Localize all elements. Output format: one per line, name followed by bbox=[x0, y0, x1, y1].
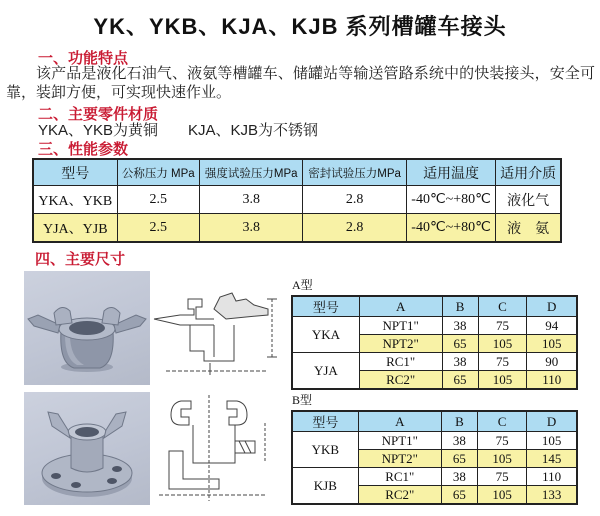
table-cell: 38 bbox=[441, 432, 477, 450]
table-cell: 145 bbox=[527, 450, 577, 468]
table-cell: 65 bbox=[442, 335, 478, 353]
table-cell: 105 bbox=[478, 335, 527, 353]
table-cell: 105 bbox=[478, 486, 527, 505]
column-header: 适用温度 bbox=[406, 159, 496, 186]
table-cell: RC1" bbox=[358, 468, 441, 486]
flanged-coupling-illustration bbox=[24, 392, 150, 505]
table-cell: 3.8 bbox=[199, 214, 302, 243]
winged-coupling-illustration bbox=[24, 271, 150, 385]
column-header: C bbox=[478, 411, 527, 432]
column-header: 公称压力 MPa bbox=[117, 159, 199, 186]
table-cell: -40℃~+80℃ bbox=[406, 214, 496, 243]
feature-paragraph: 该产品是液化石油气、液氨等槽罐车、储罐站等输送管路系统中的快装接头，安全可靠，装卸方便，可实现快速作业。 bbox=[6, 65, 595, 101]
table-label-b: B型 bbox=[292, 393, 313, 407]
table-cell: 2.5 bbox=[117, 214, 199, 243]
table-cell: 105 bbox=[527, 432, 577, 450]
table-cell: 液 氨 bbox=[496, 214, 561, 243]
table-cell: 65 bbox=[441, 486, 477, 505]
table-cell: NPT2" bbox=[358, 450, 441, 468]
table-cell: 105 bbox=[478, 371, 527, 390]
model-cell: YKA bbox=[292, 317, 359, 353]
table-cell: -40℃~+80℃ bbox=[406, 186, 496, 214]
column-header: B bbox=[441, 411, 477, 432]
dimension-drawing-b bbox=[153, 393, 281, 505]
section-heading-dimensions: 四、主要尺寸 bbox=[35, 251, 126, 268]
page-title: YK、YKB、KJA、KJB 系列槽罐车接头 bbox=[93, 14, 507, 39]
section-heading-performance: 三、性能参数 bbox=[38, 141, 129, 158]
column-header: A bbox=[359, 296, 442, 317]
table-cell: 2.5 bbox=[117, 186, 199, 214]
table-cell: 94 bbox=[527, 317, 577, 335]
model-cell: KJB bbox=[292, 468, 358, 505]
table-cell: 105 bbox=[527, 335, 577, 353]
product-photo-winged-coupling bbox=[24, 271, 150, 385]
table-cell: 液化气 bbox=[496, 186, 561, 214]
table-cell: RC2" bbox=[359, 371, 442, 390]
table-cell: 2.8 bbox=[303, 186, 406, 214]
dimension-drawing-a bbox=[150, 285, 284, 377]
section-heading-materials: 二、主要零件材质 bbox=[38, 106, 159, 123]
table-cell: NPT2" bbox=[359, 335, 442, 353]
table-cell: 38 bbox=[442, 353, 478, 371]
table-cell: 75 bbox=[478, 432, 527, 450]
table-cell: 65 bbox=[442, 371, 478, 390]
product-photo-flanged-coupling bbox=[24, 392, 150, 505]
column-header: C bbox=[478, 296, 527, 317]
column-header: 型号 bbox=[292, 411, 358, 432]
drawing-a-sketch bbox=[150, 285, 284, 377]
dimension-table-b bbox=[291, 410, 578, 505]
table-cell: 90 bbox=[527, 353, 577, 371]
dim-block-b bbox=[291, 391, 578, 505]
column-header: 型号 bbox=[292, 296, 359, 317]
table-cell: RC1" bbox=[359, 353, 442, 371]
table-cell: 75 bbox=[478, 468, 527, 486]
table-cell: 3.8 bbox=[199, 186, 302, 214]
drawing-b-sketch bbox=[153, 393, 281, 505]
table-cell: 133 bbox=[527, 486, 577, 505]
column-header: B bbox=[442, 296, 478, 317]
model-cell: YJA bbox=[292, 353, 359, 390]
table-cell: 75 bbox=[478, 317, 527, 335]
table-cell: NPT1" bbox=[359, 317, 442, 335]
table-cell: 65 bbox=[441, 450, 477, 468]
column-header: 强度试验压力MPa bbox=[199, 159, 302, 186]
materials-line: YKA、YKB为黄铜 KJA、KJB为不锈钢 bbox=[38, 122, 319, 139]
table-cell: 110 bbox=[527, 371, 577, 390]
table-cell: 110 bbox=[527, 468, 577, 486]
table-cell: 38 bbox=[441, 468, 477, 486]
performance-table bbox=[32, 158, 562, 243]
column-header: D bbox=[527, 296, 577, 317]
table-cell: YJA、YJB bbox=[33, 214, 117, 243]
column-header: D bbox=[527, 411, 577, 432]
table-cell: 38 bbox=[442, 317, 478, 335]
section-heading-features: 一、功能特点 bbox=[38, 50, 129, 67]
column-header: 型号 bbox=[33, 159, 117, 186]
column-header: 密封试验压力MPa bbox=[303, 159, 406, 186]
table-cell: YKA、YKB bbox=[33, 186, 117, 214]
table-cell: 105 bbox=[478, 450, 527, 468]
column-header: 适用介质 bbox=[496, 159, 561, 186]
table-cell: RC2" bbox=[358, 486, 441, 505]
model-cell: YKB bbox=[292, 432, 358, 468]
dimension-table-a bbox=[291, 295, 578, 390]
table-cell: 75 bbox=[478, 353, 527, 371]
table-label-a: A型 bbox=[292, 278, 313, 292]
table-cell: NPT1" bbox=[358, 432, 441, 450]
column-header: A bbox=[358, 411, 441, 432]
dim-block-a bbox=[291, 276, 578, 390]
table-cell: 2.8 bbox=[303, 214, 406, 243]
